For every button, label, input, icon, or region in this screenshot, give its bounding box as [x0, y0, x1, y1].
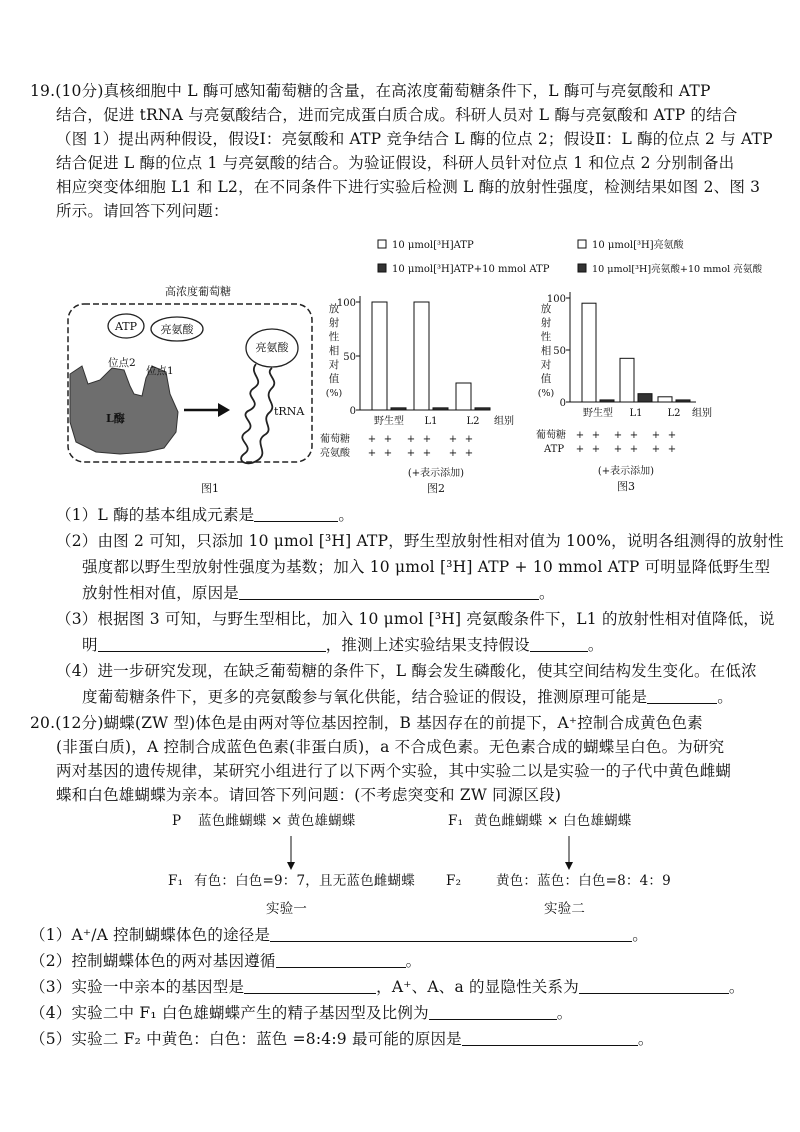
q19-sub4-end: 。 — [717, 688, 733, 706]
fig1-atp: ATP — [114, 320, 138, 333]
fig3-ylabel-4: 对 — [540, 359, 552, 371]
fig3-legend-1: 10 μmol[³H]亮氨酸 — [592, 240, 684, 251]
fig2-ylabel-4: 对 — [328, 359, 340, 371]
q20-sub3-mid: ，A⁺、A、a 的显隐性关系为 — [376, 978, 579, 996]
fig3-caption: 图3 — [617, 480, 635, 493]
q20-sub1-blank[interactable] — [270, 925, 632, 942]
exp2-f2-label: F₂ — [446, 873, 462, 889]
q19-sub3-blank-1[interactable] — [98, 635, 326, 652]
fig2-plus-0-3: + — [422, 434, 432, 445]
q19-sub3-blank-2[interactable] — [530, 635, 588, 652]
q19-line-2: 结合，促进 tRNA 与亮氨酸结合，进而完成蛋白质合成。科研人员对 L 酶与亮氨酸和 ATP 的结合 — [56, 106, 738, 124]
fig3-row-label-1: 葡萄糖 — [536, 430, 566, 441]
figure-1 — [60, 282, 320, 498]
fig3-note: (+表示添加) — [597, 466, 655, 477]
fig3-ylabel-2: 性 — [540, 331, 552, 343]
fig1-caption: 图1 — [201, 482, 219, 495]
fig3-plus-1-0: + — [575, 444, 585, 455]
fig3-xtick-label-0: 野生型 — [583, 408, 613, 419]
exp2-arrow-head — [565, 862, 573, 870]
fig3-plus-1-3: + — [629, 444, 639, 455]
q20-sub1 — [30, 924, 648, 946]
l-enzyme-shape — [70, 366, 178, 454]
fig3-bar-b-2 — [676, 400, 690, 402]
fig1-site1: 位点1 — [146, 365, 174, 377]
fig2-plus-0-5: + — [464, 434, 474, 445]
fig3-row-label-2: ATP — [544, 444, 565, 455]
fig3-ylabel-0: 放 — [540, 303, 552, 315]
fig2-xtick-label-2: L2 — [466, 416, 480, 427]
q19-sub3-line-1: （3）根据图 3 可知，与野生型相比，加入 10 μmol [³H] 亮氨酸条件下，L1 的放射性相对值降低，说 — [56, 610, 775, 628]
q19-sub4-line-2 — [82, 686, 733, 708]
fig3-legend-swatch-1 — [578, 240, 586, 248]
q19-sub1-end: 。 — [338, 506, 355, 524]
fig2-xtick-label-1: L1 — [424, 416, 438, 427]
exp1-cross: 蓝色雌蝴蝶 × 黄色雄蝴蝶 — [198, 813, 356, 829]
exp1-f1-ratio: 有色：白色=9：7，且无蓝色雌蝴蝶 — [194, 873, 415, 889]
fig2-caption: 图2 — [427, 482, 445, 495]
q19-line-3: （图 1）提出两种假设，假设Ⅰ：亮氨酸和 ATP 竞争结合 L 酶的位点 2；假设Ⅱ：L 酶的位点 2 与 ATP — [56, 130, 773, 148]
q20-line-3: 两对基因的遗传规律，某研究小组进行了以下两个实验，其中实验二以是实验一的子代中黄色雌蝴 — [56, 762, 732, 780]
fig2-xtick-label-0: 野生型 — [374, 416, 404, 427]
q20-sub4-end: 。 — [556, 1004, 573, 1022]
fig2-row-label-1: 葡萄糖 — [320, 434, 350, 445]
fig3-bar-a-2 — [658, 397, 672, 402]
q19-sub1-text: （1）L 酶的基本组成元素是 — [56, 506, 255, 524]
fig3-bar-a-0 — [582, 303, 596, 402]
fig3-bar-b-1 — [638, 394, 652, 402]
fig2-plus-0-1: + — [383, 434, 393, 445]
q20-sub5-text: （5）实验二 F₂ 中黄色：白色：蓝色 =8:4:9 最可能的原因是 — [30, 1030, 462, 1048]
q19-sub3-end: 。 — [587, 636, 604, 654]
fig1-leu2: 亮氨酸 — [255, 341, 289, 354]
q19-sub2-line-3 — [82, 582, 555, 604]
q20-sub2-blank[interactable] — [276, 951, 406, 968]
fig2-ylabel-2: 性 — [328, 331, 340, 343]
fig2-plus-0-4: + — [448, 434, 458, 445]
q20-line-1: 20.(12分)蝴蝶(ZW 型)体色是由两对等位基因控制，B 基因存在的前提下，A⁺控制合成黄色色素 — [30, 714, 703, 732]
q20-sub2 — [30, 950, 421, 972]
q19-sub4-text: 度葡萄糖条件下，更多的亮氨酸参与氧化供能，结合验证的假设，推测原理可能是 — [82, 688, 648, 706]
fig3-ytick-label-100: 100 — [546, 294, 566, 305]
q19-line-5: 相应突变体细胞 L1 和 L2，在不同条件下进行实验后检测 L 酶的放射性强度，检测结果如图 2、图 3 — [56, 178, 761, 196]
fig2-ylabel-0: 放 — [328, 303, 340, 315]
q20-sub3-end: 。 — [728, 978, 745, 996]
q20-sub3 — [30, 976, 745, 998]
exp2-name: 实验二 — [544, 901, 586, 917]
fig3-xaxis-label: 组别 — [692, 408, 712, 419]
fig3-xtick-label-2: L2 — [667, 408, 681, 419]
q20-line-2: (非蛋白质)，A 控制合成蓝色色素(非蛋白质)，a 不合成色素。无色素合成的蝴蝶呈白色。为研究 — [56, 738, 725, 756]
fig2-plus-1-0: + — [367, 448, 377, 459]
exp2-cross: 黄色雌蝴蝶 × 白色雄蝴蝶 — [474, 813, 632, 829]
fig3-bar-a-1 — [620, 358, 634, 402]
fig3-plus-0-3: + — [629, 430, 639, 441]
fig1-trna: tRNA — [274, 405, 305, 418]
fig3-legend-2: 10 μmol[³H]亮氨酸+10 mmol 亮氨酸 — [592, 264, 763, 275]
fig2-plus-0-0: + — [367, 434, 377, 445]
fig2-xaxis-label: 组别 — [494, 416, 514, 427]
reaction-arrow-head — [218, 403, 230, 417]
fig2-bar-b-1 — [433, 408, 448, 410]
fig3-plus-0-1: + — [591, 430, 601, 441]
q19-line-4: 结合促进 L 酶的位点 1 与亮氨酸的结合。为验证假设，科研人员针对位点 1 和位点 2 分别制备出 — [56, 154, 735, 172]
figure-2-chart — [318, 232, 550, 498]
fig2-ytick-label-0: 0 — [349, 406, 356, 417]
fig3-plus-1-4: + — [651, 444, 661, 455]
q19-sub2-line-2: 强度都以野生型放射性强度为基数；加入 10 μmol [³H] ATP + 10 mmol ATP 可明显降低野生型 — [82, 558, 771, 576]
fig3-ytick-label-50: 50 — [553, 346, 566, 357]
fig3-ylabel-3: 相 — [540, 345, 552, 357]
fig3-xtick-label-1: L1 — [629, 408, 643, 419]
q19-sub3-pre: 明 — [82, 636, 98, 654]
q20-sub3-pre: （3）实验一中亲本的基因型是 — [30, 978, 245, 996]
q20-sub2-text: （2）控制蝴蝶体色的两对基因遵循 — [30, 952, 276, 970]
q19-sub4-blank[interactable] — [647, 687, 717, 704]
q20-sub2-end: 。 — [405, 952, 422, 970]
fig1-site2: 位点2 — [108, 357, 136, 369]
fig2-ylabel-3: 相 — [328, 345, 340, 357]
fig2-ytick-label-50: 50 — [343, 352, 356, 363]
q19-sub1 — [56, 504, 354, 526]
q19-sub1-blank[interactable] — [254, 505, 338, 522]
q19-sub2-end: 。 — [539, 584, 555, 602]
fig2-ylabel-1: 射 — [328, 317, 340, 329]
fig2-note: (+表示添加) — [407, 468, 465, 479]
trna-strand — [241, 364, 274, 463]
q20-sub4-blank[interactable] — [429, 1003, 557, 1020]
q19-sub4-line-1: （4）进一步研究发现，在缺乏葡萄糖的条件下，L 酶会发生磷酸化，使其空间结构发生变化。在低浓 — [56, 662, 757, 680]
fig2-plus-1-5: + — [464, 448, 474, 459]
q19-sub2-line-1: （2）由图 2 可知，只添加 10 μmol [³H] ATP，野生型放射性相对值为 100%，说明各组测得的放射性 — [56, 532, 784, 550]
fig2-ylabel-6: (%) — [325, 388, 343, 399]
fig3-plus-0-2: + — [613, 430, 623, 441]
fig2-bar-b-0 — [391, 408, 406, 410]
q20-sub5-blank[interactable] — [462, 1029, 638, 1046]
fig3-legend-swatch-2 — [578, 264, 586, 272]
fig3-plus-1-5: + — [667, 444, 677, 455]
q20-sub3-blank-1[interactable] — [244, 977, 376, 994]
fig2-plus-1-4: + — [448, 448, 458, 459]
q19-sub3-mid: ，推测上述实验结果支持假设 — [325, 636, 530, 654]
exp1-arrow-head — [287, 862, 295, 870]
exp1-p-label: P — [172, 813, 182, 829]
fig3-bar-b-0 — [600, 400, 614, 402]
q19-sub3-line-2 — [82, 634, 604, 656]
fig3-plus-0-4: + — [651, 430, 661, 441]
exp1-f1-label: F₁ — [168, 873, 184, 889]
q20-sub1-text: （1）A⁺/A 控制蝴蝶体色的途径是 — [30, 926, 271, 944]
fig2-plus-1-2: + — [406, 448, 416, 459]
fig3-plus-0-0: + — [575, 430, 585, 441]
q19-line-1: 19.(10分)真核细胞中 L 酶可感知葡萄糖的含量，在高浓度葡萄糖条件下，L 酶可与亮氨酸和 ATP — [30, 82, 711, 100]
fig1-enzyme-label: L酶 — [106, 412, 125, 425]
fig3-plus-0-5: + — [667, 430, 677, 441]
q19-line-6: 所示。请回答下列问题： — [56, 202, 229, 220]
exp1-name: 实验一 — [266, 901, 308, 917]
fig3-ytick-label-0: 0 — [559, 398, 566, 409]
q20-sub3-blank-2[interactable] — [579, 977, 729, 994]
fig2-legend-2: 10 μmol[³H]ATP+10 mmol ATP — [392, 264, 550, 275]
fig3-plus-1-1: + — [591, 444, 601, 455]
fig2-legend-1: 10 μmol[³H]ATP — [392, 240, 474, 251]
figure-3-chart — [534, 232, 784, 498]
q20-sub4 — [30, 1002, 573, 1024]
q19-sub2-text: 放射性相对值，原因是 — [82, 584, 240, 602]
fig2-bar-a-2 — [456, 383, 471, 410]
fig2-plus-1-3: + — [422, 448, 432, 459]
fig2-plus-1-1: + — [383, 448, 393, 459]
fig1-leu: 亮氨酸 — [160, 323, 194, 336]
fig2-ytick-label-100: 100 — [336, 298, 356, 309]
fig2-bar-b-2 — [475, 408, 490, 410]
q20-sub1-end: 。 — [632, 926, 648, 944]
fig2-row-label-2: 亮氨酸 — [320, 448, 350, 459]
fig2-bar-a-0 — [372, 302, 387, 410]
exp2-f2-ratio: 黄色：蓝色：白色=8：4：9 — [496, 873, 671, 889]
fig3-ylabel — [538, 302, 554, 399]
fig2-legend-swatch-1 — [378, 240, 386, 248]
fig2-bar-a-1 — [414, 302, 429, 410]
fig3-ylabel-1: 射 — [540, 317, 552, 329]
q20-sub5 — [30, 1028, 654, 1050]
fig2-ylabel — [326, 302, 342, 399]
fig2-ylabel-5: 值 — [328, 373, 340, 385]
exp2-f1-label: F₁ — [448, 813, 464, 829]
q19-sub2-blank[interactable] — [239, 583, 539, 600]
q20-line-4: 蝶和白色雄蝴蝶为亲本。请回答下列问题：(不考虑突变和 ZW 同源区段) — [56, 786, 562, 804]
fig3-plus-1-2: + — [613, 444, 623, 455]
q20-sub4-text: （4）实验二中 F₁ 白色雄蝴蝶产生的精子基因型及比例为 — [30, 1004, 429, 1022]
fig1-title: 高浓度葡萄糖 — [165, 285, 231, 298]
fig2-plus-0-2: + — [406, 434, 416, 445]
fig3-ylabel-6: (%) — [537, 388, 555, 399]
fig3-ylabel-5: 值 — [540, 373, 552, 385]
q20-sub5-end: 。 — [637, 1030, 654, 1048]
fig2-legend-swatch-2 — [378, 264, 386, 272]
